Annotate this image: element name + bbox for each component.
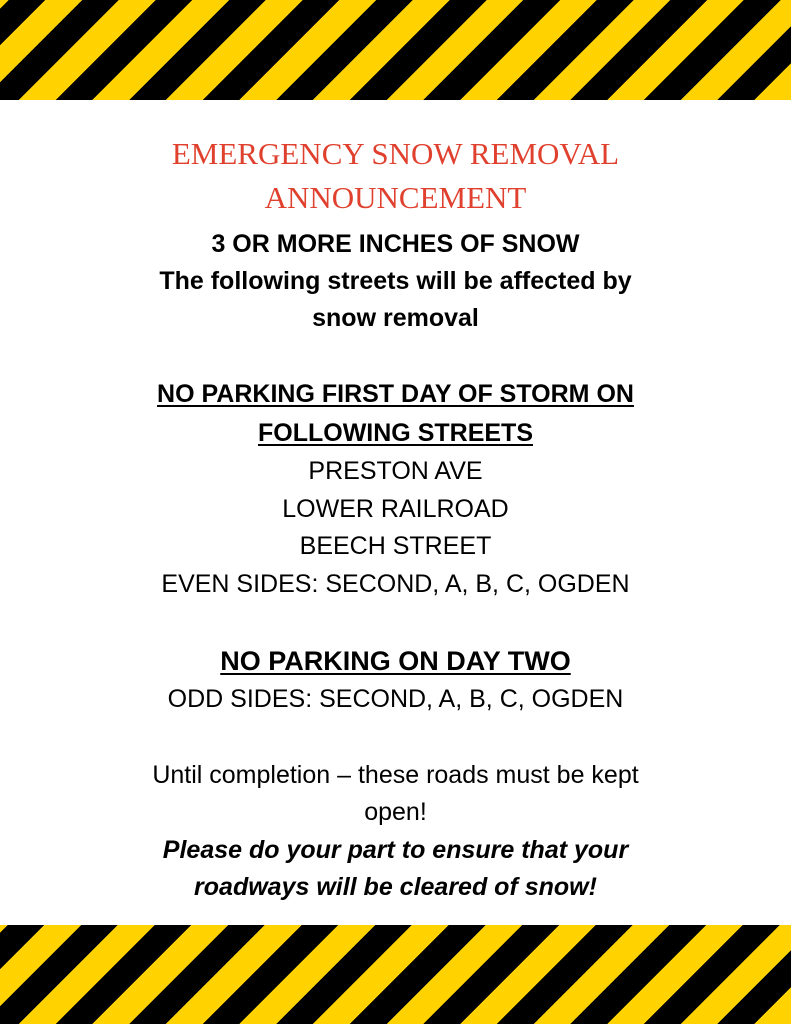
subhead-line: snow removal [312,304,479,332]
day-two-street-list [0,681,791,719]
snow-threshold-subhead [0,226,791,337]
closing-line: roadways will be cleared of snow! [194,873,597,901]
day-one-heading [0,375,791,453]
announcement-body [0,132,791,907]
closing-message [0,832,791,907]
day-two-heading: NO PARKING ON DAY TWO [220,646,571,676]
list-item: ODD SIDES: SECOND, A, B, C, OGDEN [167,685,624,713]
completion-note [0,757,791,832]
hazard-stripe-bottom [0,925,791,1024]
closing-line: Please do your part to ensure that your [162,835,629,864]
announcement-title [0,132,791,220]
list-item: LOWER RAILROAD [282,494,509,523]
spacer [0,603,791,641]
note-line: open! [364,798,427,826]
day-one-street-list [0,453,791,603]
spacer [0,719,791,757]
note-line: Until completion – these roads must be kept [152,760,639,789]
list-item: EVEN SIDES: SECOND, A, B, C, OGDEN [161,569,630,598]
list-item: BEECH STREET [299,532,492,560]
title-line: EMERGENCY SNOW REMOVAL [171,136,620,171]
title-line: ANNOUNCEMENT [264,180,527,215]
spacer [0,337,791,375]
subhead-line: The following streets will be affected by [159,267,632,295]
heading-line: NO PARKING FIRST DAY OF STORM ON [157,380,634,408]
hazard-stripe-top [0,0,791,100]
subhead-line: 3 OR MORE INCHES OF SNOW [211,230,580,258]
list-item: PRESTON AVE [308,457,483,485]
heading-line: FOLLOWING STREETS [258,419,533,447]
